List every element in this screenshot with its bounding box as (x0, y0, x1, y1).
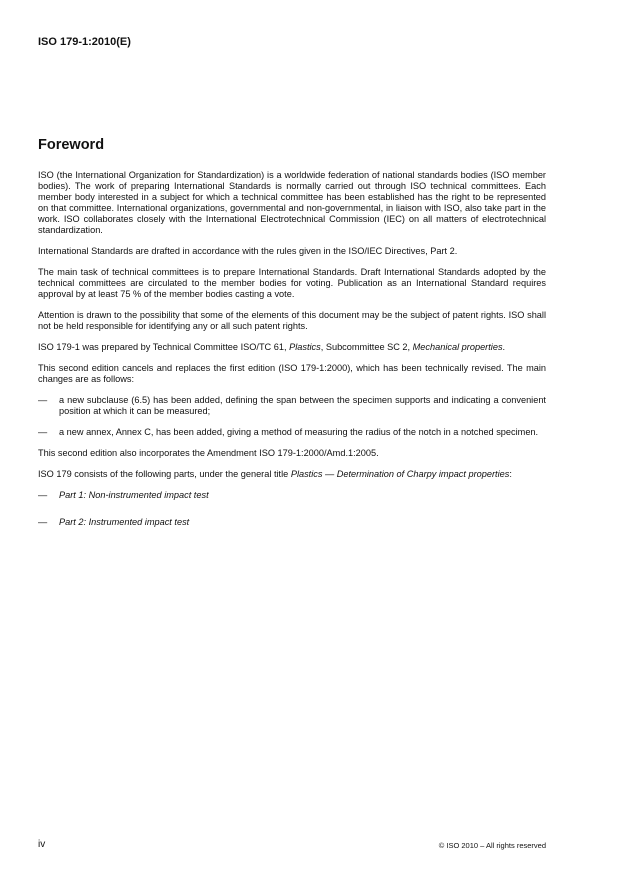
paragraph-patent-rights: Attention is drawn to the possibility that some of the elements of this document may be the subject of patent rights. ISO shall not be held responsible for identifying any or all such patent rights. (38, 310, 546, 331)
list-dash: — (38, 427, 48, 437)
list-dash: — (38, 517, 48, 527)
copyright-notice: © ISO 2010 – All rights reserved (438, 841, 546, 850)
page-number: iv (38, 839, 46, 850)
paragraph-prepared-by (38, 342, 546, 353)
paragraph-second-edition: This second edition cancels and replaces the first edition (ISO 179-1:2000), which has been technically revised. The main changes are as follows: (38, 363, 546, 384)
list-item (38, 395, 546, 417)
paragraph-parts-intro (38, 469, 546, 480)
list-item (38, 427, 546, 438)
page-title: Foreword (38, 137, 105, 153)
list-item (38, 490, 546, 501)
prepared-by-text-2: , Subcommittee SC 2, (320, 342, 413, 352)
part-item-text: Part 1: Non-instrumented impact test (59, 490, 209, 500)
parts-intro-text-1: ISO 179 consists of the following parts, under the general title (38, 469, 291, 479)
part-item-text: Part 2: Instrumented impact test (59, 517, 190, 527)
foreword-body (38, 170, 546, 544)
parts-intro-italic-title: Plastics — Determination of Charpy impact properties (290, 469, 510, 479)
list-dash: — (38, 490, 48, 500)
prepared-by-italic-plastics: Plastics (289, 342, 321, 352)
change-item-text: a new subclause (6.5) has been added, defining the span between the specimen supports and indicating a convenient position at which it can be measured; (59, 395, 546, 416)
document-id: ISO 179-1:2010(E) (38, 36, 131, 48)
paragraph-main-task: The main task of technical committees is to prepare International Standards. Draft International Standards adopted by the technical committees are circulated to the member bodies for voting. Publication as an International Standard requires approval by at least 75 % of the member bodies casting a vote. (38, 267, 546, 299)
list-item (38, 517, 546, 528)
prepared-by-text-3: . (502, 342, 506, 352)
prepared-by-italic-mechanical: Mechanical properties (412, 342, 503, 352)
parts-intro-text-2: : (509, 469, 512, 479)
paragraph-iso-intro: ISO (the International Organization for Standardization) is a worldwide federation of national standards bodies (ISO member bodies). The work of preparing International Standards is normally carried out through ISO technical committees. Each member body interested in a subject for which a technical committee has been established has the right to be represented on that committee. International organizations, governmental and non-governmental, in liaison with ISO, also take part in the work. ISO collaborates closely with the International Electrotechnical Commission (IEC) on all matters of electrotechnical standardization. (38, 170, 546, 235)
prepared-by-text-1: ISO 179-1 was prepared by Technical Committee ISO/TC 61, (38, 342, 290, 352)
change-item-text: a new annex, Annex C, has been added, giving a method of measuring the radius of the notch in a notched specimen. (59, 427, 539, 437)
paragraph-directives: International Standards are drafted in accordance with the rules given in the ISO/IEC Directives, Part 2. (38, 246, 458, 256)
paragraph-amendment: This second edition also incorporates the Amendment ISO 179-1:2000/Amd.1:2005. (38, 448, 379, 458)
list-dash: — (38, 395, 48, 405)
